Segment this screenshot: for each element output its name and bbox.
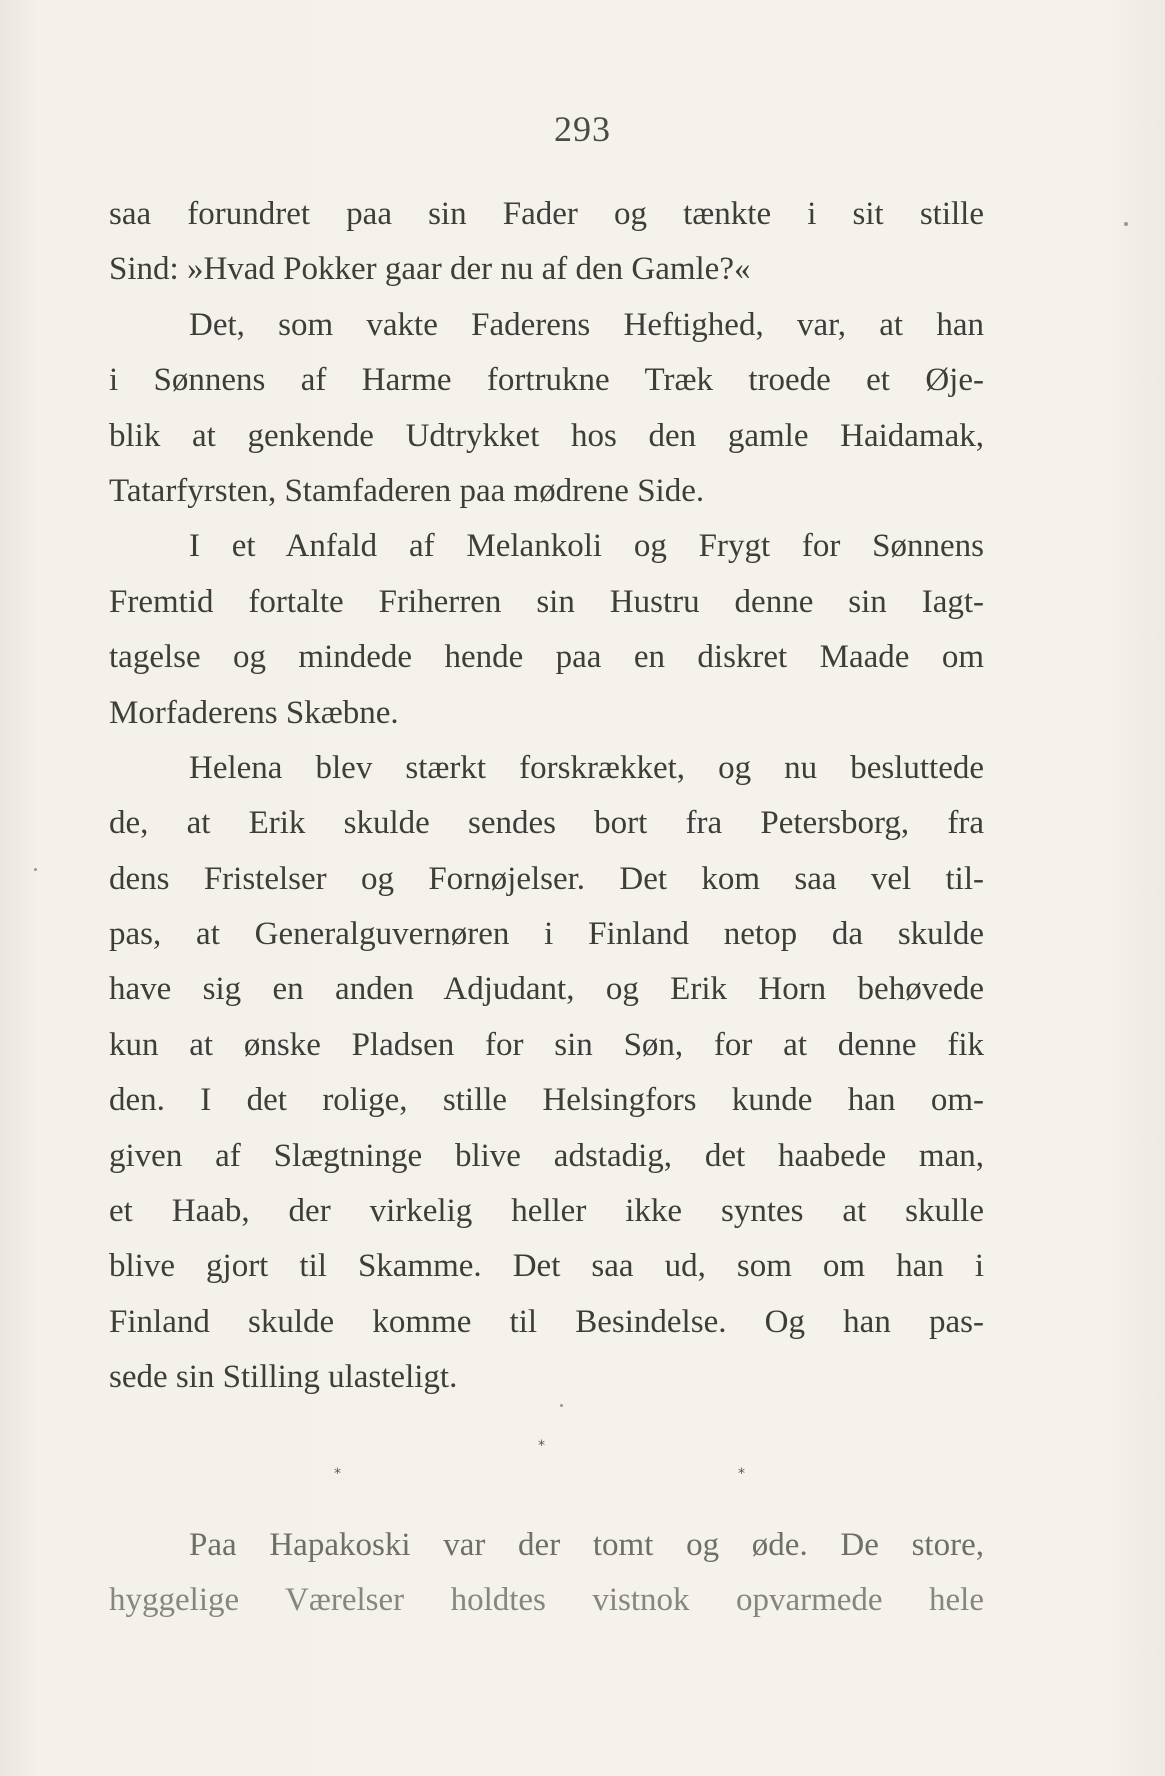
text-line: kun at ønske Pladsen for sin Søn, for at denne fik bbox=[109, 1026, 984, 1063]
text-line: blive gjort til Skamme. Det saa ud, som om han i bbox=[109, 1248, 984, 1285]
asterisk-mark: * bbox=[334, 1466, 341, 1482]
text-line: sede sin Stilling ulasteligt. bbox=[109, 1359, 458, 1396]
text-line: dens Fristelser og Fornøjelser. Det kom saa vel til- bbox=[109, 860, 984, 897]
text-line: tagelse og mindede hende paa en diskret Maade om bbox=[109, 639, 984, 676]
scan-speck bbox=[560, 1404, 563, 1407]
text-line: Det, som vakte Faderens Heftighed, var, at han bbox=[189, 306, 984, 343]
section-break-asterism bbox=[0, 1438, 1165, 1498]
scan-speck bbox=[1124, 222, 1128, 226]
text-line: Paa Hapakoski var der tomt og øde. De store, bbox=[189, 1527, 984, 1563]
body-text bbox=[109, 187, 984, 1406]
text-line: den. I det rolige, stille Helsingfors kunde han om- bbox=[109, 1082, 984, 1119]
text-line: Helena blev stærkt forskrækket, og nu besluttede bbox=[189, 749, 984, 786]
text-line: hyggelige Værelser holdtes vistnok opvarmede hele bbox=[109, 1582, 984, 1619]
text-line: blik at genkende Udtrykket hos den gamle Haidamak, bbox=[109, 417, 984, 454]
asterisk-mark: * bbox=[738, 1466, 745, 1482]
scan-speck bbox=[34, 868, 37, 871]
text-line: de, at Erik skulde sendes bort fra Petersborg, fra bbox=[109, 805, 984, 842]
text-line: Morfaderens Skæbne. bbox=[109, 694, 399, 731]
text-line: I et Anfald af Melankoli og Frygt for Sønnens bbox=[189, 528, 984, 565]
text-line: have sig en anden Adjudant, og Erik Horn behøvede bbox=[109, 971, 984, 1008]
page-number: 293 bbox=[554, 109, 611, 149]
body-text-after-break bbox=[109, 1518, 984, 1629]
text-line: Tatarfyrsten, Stamfaderen paa mødrene Side. bbox=[109, 472, 705, 509]
text-line: Sind: »Hvad Pokker gaar der nu af den Gamle?« bbox=[109, 251, 751, 288]
text-line: Finland skulde komme til Besindelse. Og han pas- bbox=[109, 1303, 984, 1340]
text-line: et Haab, der virkelig heller ikke syntes at skulle bbox=[109, 1193, 984, 1230]
text-line: given af Slægtninge blive adstadig, det haabede man, bbox=[109, 1137, 984, 1174]
asterisk-mark: * bbox=[538, 1438, 545, 1454]
text-line: Fremtid fortalte Friherren sin Hustru denne sin Iagt- bbox=[109, 583, 984, 620]
text-line: pas, at Generalguvernøren i Finland netop da skulde bbox=[109, 916, 984, 953]
text-line: saa forundret paa sin Fader og tænkte i sit stille bbox=[109, 196, 984, 232]
text-line: i Sønnens af Harme fortrukne Træk troede et Øje- bbox=[109, 362, 984, 399]
